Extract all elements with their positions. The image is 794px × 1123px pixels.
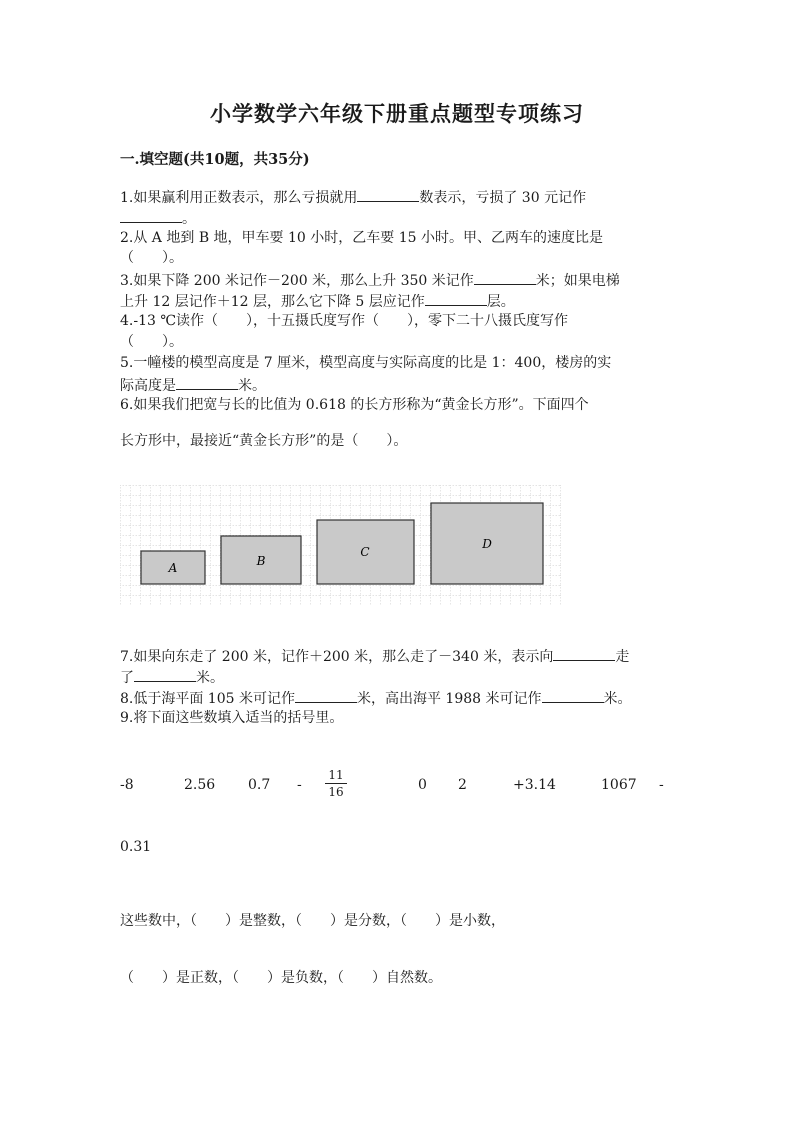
answer-blank[interactable] (474, 269, 536, 285)
number-item: 0.7 (248, 777, 271, 793)
fraction-numerator: 11 (328, 768, 344, 782)
number-item: - (659, 777, 664, 793)
question-9-fill-line-1: 这些数中，（ ）是整数，（ ）是分数，（ ）是小数， (120, 913, 505, 929)
number-item: 2.56 (184, 777, 216, 793)
question-9-instruction: 9.将下面这些数填入适当的括号里。 (120, 710, 344, 726)
number-item: 1067 (601, 777, 637, 793)
question-4-line-2: （ ）。 (120, 334, 183, 350)
question-7-line-2: 了 米。 (120, 666, 224, 688)
number-item: +3.14 (513, 777, 556, 793)
fraction-bar (325, 783, 347, 784)
question-5-line-2: 际高度是 米。 (120, 374, 266, 396)
answer-blank[interactable] (176, 374, 238, 390)
number-item: - (297, 777, 302, 793)
number-item: 2 (458, 777, 467, 793)
question-7-line-1: 7.如果向东走了 200 米，记作＋200 米，那么走了－340 米，表示向 走 (120, 645, 629, 667)
question-9-fill-line-2: （ ）是正数，（ ）是负数，（ ）自然数。 (120, 970, 442, 986)
question-1-line-1: 1.如果赢利用正数表示，那么亏损就用 数表示，亏损了 30 元记作 (120, 186, 586, 208)
question-3-line-1: 3.如果下降 200 米记作－200 米，那么上升 350 米记作 米；如果电梯 (120, 269, 620, 291)
fraction-denominator: 16 (328, 785, 344, 799)
rectangle-a-label: A (168, 561, 178, 575)
question-2-line-2: （ ）。 (120, 250, 183, 266)
answer-blank[interactable] (134, 666, 196, 682)
number-item: 0 (418, 777, 427, 793)
number-item: -8 (120, 777, 134, 793)
rectangle-d-label: D (482, 537, 492, 551)
question-6-line-2: 长方形中，最接近“黄金长方形”的是（ ）。 (120, 433, 408, 449)
question-6-line-1: 6.如果我们把宽与长的比值为 0.618 的长方形称为“黄金长方形”。下面四个 (120, 397, 589, 413)
answer-blank[interactable] (120, 207, 182, 223)
rectangle-b-label: B (256, 554, 266, 568)
number-item-last: 0.31 (120, 839, 152, 855)
answer-blank[interactable] (553, 645, 615, 661)
question-3-line-2: 上升 12 层记作＋12 层，那么它下降 5 层应记作 层。 (120, 290, 515, 312)
question-4-line-1: 4.-13 ℃读作（ ），十五摄氏度写作（ ），零下二十八摄氏度写作 (120, 313, 569, 329)
question-1-line-2: 。 (120, 207, 196, 229)
answer-blank[interactable] (425, 290, 487, 306)
answer-blank[interactable] (357, 186, 419, 202)
question-2-line-1: 2.从 A 地到 B 地，甲车要 10 小时，乙车要 15 小时。甲、乙两车的速度比是 (120, 230, 603, 246)
question-8-line: 8.低于海平面 105 米可记作 米，高出海平 1988 米可记作 米。 (120, 687, 632, 709)
question-5-line-1: 5.一幢楼的模型高度是 7 厘米，模型高度与实际高度的比是 1：400，楼房的实 (120, 355, 612, 371)
golden-rectangle-figure (120, 485, 562, 605)
section-heading: 一.填空题(共10题，共35分) (120, 151, 310, 168)
answer-blank[interactable] (295, 687, 357, 703)
page-title: 小学数学六年级下册重点题型专项练习 (210, 101, 584, 126)
rectangle-c-label: C (360, 545, 370, 559)
fraction (325, 768, 347, 799)
answer-blank[interactable] (542, 687, 604, 703)
